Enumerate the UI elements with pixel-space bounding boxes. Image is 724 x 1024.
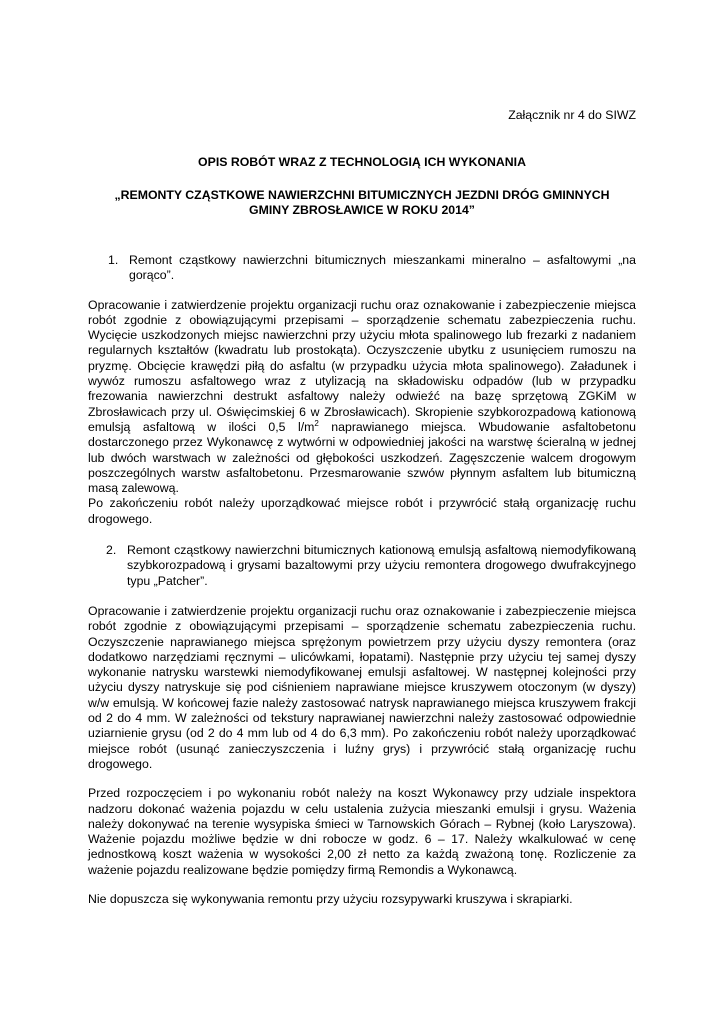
section-1-paragraph-c: Po zakończeniu robót należy uporządkować miejsce robót i przywrócić stałą organizację ruchu drogowego. bbox=[88, 496, 636, 526]
title-line-3: GMINY ZBROSŁAWICE W ROKU 2014” bbox=[249, 203, 475, 217]
title-line-1: OPIS ROBÓT WRAZ Z TECHNOLOGIĄ ICH WYKONANIA bbox=[198, 155, 526, 169]
section-1-paragraph bbox=[88, 298, 636, 497]
section-2-number: 2. bbox=[106, 543, 117, 558]
document-body bbox=[88, 253, 636, 921]
document-title bbox=[88, 155, 636, 218]
section-2-paragraph-c: Nie dopuszcza się wykonywania remontu przy użyciu rozsypywarki kruszywa i skrapiarki. bbox=[88, 891, 573, 906]
section-1-heading-text: Remont cząstkowy nawierzchni bitumicznych mieszankami mineralno – asfaltowymi „na gorąco”. bbox=[129, 253, 636, 283]
annex-label: Załącznik nr 4 do SIWZ bbox=[508, 108, 636, 122]
section-2-paragraph-a: Opracowanie i zatwierdzenie projektu organizacji ruchu oraz oznakowanie i zabezpieczenie miejsca robót zgodnie z obowiązującymi przepisami – sporządzenie schematu zabezpieczenia ruchu. Oczyszczenie naprawianego miejsca sprężonym powietrzem przy użyciu dyszy remontera (oraz dodatkowo narzędziami ręcznymi – ulicówkami, łopatami). Następnie przy użyciu tej samej dyszy wykonanie natrysku warstewki niemodyfikowanej emulsji asfaltowej. W następnej kolejności przy użyciu dyszy natryskuje się pod ciśnieniem naprawiane miejsce kruszywem otoczonym (w dyszy) w/w emulsją. W końcowej fazie należy zastosować natrysk naprawianego miejsca kruszywem frakcji od 2 do 4 mm. W zależności od tekstury naprawianej nawierzchni należy zastosować odpowiednie uziarnienie grysu (od 2 do 4 mm lub od 4 do 6,3 mm). Po zakończeniu robót należy uporządkować miejsce robót (usunąć zanieczyszczenia i luźny grys) i przywrócić stałą organizację ruchu drogowego. bbox=[88, 603, 636, 771]
title-line-2: „REMONTY CZĄSTKOWE NAWIERZCHNI BITUMICZNYCH JEZDNI DRÓG GMINNYCH bbox=[114, 188, 610, 202]
section-1-paragraph-b: naprawianego miejsca. Wbudowanie asfaltobetonu dostarczonego przez Wykonawcę z wytwórni w odpowiedniej jakości na warstwę ścieralną w jednej lub dwóch warstwach w zależności od głębokości uszkodzeń. Zagęszczenie walcem drogowym poszczególnych warstw asfaltobetonu. Przesmarowanie szwów płynnym asfaltem lub bitumiczną masą zalewową. bbox=[88, 419, 636, 496]
superscript-2: 2 bbox=[314, 418, 319, 428]
section-2-heading-text: Remont cząstkowy nawierzchni bitumicznych kationową emulsją asfaltową niemodyfikowaną szybkorozpadową i grysami bazaltowymi przy użyciu remontera drogowego dwufrakcyjnego typu „Patcher”. bbox=[127, 543, 636, 588]
section-1-heading bbox=[88, 253, 636, 284]
section-2-heading bbox=[88, 543, 636, 589]
section-2-paragraph-b: Przed rozpoczęciem i po wykonaniu robót należy na koszt Wykonawcy przy udziale inspektora nadzoru dokonać ważenia pojazdu w celu ustalenia zużycia mieszanki emulsji i grysu. Ważenia należy dokonywać na terenie wysypiska śmieci w Tarnowskich Górach – Rybnej (koło Laryszowa). Ważenie pojazdu możliwe będzie w dni robocze w godz. 6 – 17. Należy wkalkulować w cenę jednostkową koszt ważenia w wysokości 2,00 zł netto za każdą zważoną tonę. Rozliczenie za ważenie pojazdu realizowane będzie pomiędzy firmą Remondis a Wykonawcą. bbox=[88, 786, 636, 877]
section-1-paragraph-a: Opracowanie i zatwierdzenie projektu organizacji ruchu oraz oznakowanie i zabezpieczenie miejsca robót zgodnie z obowiązującymi przepisami – sporządzenie schematu zabezpieczenia ruchu. Wycięcie uszkodzonych miejsc nawierzchni przy użyciu młota spalinowego lub frezarki z nadaniem regularnych kształtów (kwadratu lub prostokąta). Oczyszczenie ubytku z usunięciem rumoszu na pryzmę. Obcięcie krawędzi piłą do asfaltu (w przypadku użycia młota spalinowego). Załadunek i wywóz rumoszu asfaltowego wraz z utylizacją na składowisku odpadów (lub w przypadku frezowania nawierzchni destrukt asfaltowy należy odwieźć na bazę sprzętową ZGKiM w Zbrosławicach przy ul. Oświęcimskiej 6 w Zbrosławicach). Skropienie szybkorozpadową kationową emulsją asfaltową w ilości 0,5 l/m bbox=[88, 297, 636, 434]
section-1-number: 1. bbox=[108, 253, 119, 267]
